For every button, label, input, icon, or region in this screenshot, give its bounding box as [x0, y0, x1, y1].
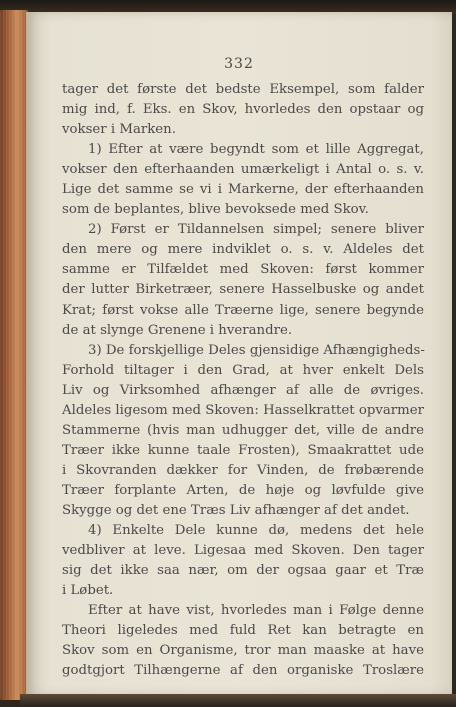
- text-line: Liv og Virksomhed afhænger af alle de øvriges.: [62, 382, 424, 398]
- text-line: Krat; først vokse alle Træerne lige, senere begynde: [62, 302, 424, 318]
- text-line: godtgjort Tilhængerne af den organiske Troslære: [62, 663, 424, 679]
- text-line: vedbliver at leve. Ligesaa med Skoven. Den tager: [62, 543, 424, 559]
- text-line: i Løbet.: [62, 583, 114, 599]
- text-line: vokser i Marken.: [62, 122, 176, 138]
- text-line: 4) Enkelte Dele kunne dø, medens det hele: [88, 523, 424, 539]
- text-line: Skov som en Organisme, tror man maaske at have: [62, 643, 424, 659]
- page-text: [62, 80, 424, 681]
- text-line: de at slynge Grenene i hverandre.: [62, 322, 293, 338]
- text-line: sig det ikke saa nær, om der ogsaa gaar et Træ: [62, 563, 424, 579]
- text-line: 1) Efter at være begyndt som et lille Aggregat,: [88, 142, 424, 158]
- page-edge-lines: [0, 10, 28, 700]
- text-line: mig ind, f. Eks. en Skov, hvorledes den opstaar og: [62, 102, 424, 118]
- text-line: Træer ikke kunne taale Frosten), Smaakrattet ude: [62, 442, 424, 458]
- text-line: Skygge og det ene Træs Liv afhænger af det andet.: [62, 502, 410, 518]
- text-line: den mere og mere indviklet o. s. v. Aldeles det: [62, 242, 424, 258]
- text-line: Aldeles ligesom med Skoven: Hasselkrattet opvarmer: [62, 402, 424, 418]
- text-line: Stammerne (hvis man udhugger det, ville de andre: [62, 422, 424, 438]
- text-line: som de beplantes, blive bevoksede med Skov.: [62, 202, 369, 218]
- text-line: samme er Tilfældet med Skoven: først kommer: [62, 262, 424, 278]
- page-number: 332: [224, 56, 254, 72]
- text-line: Forhold tiltager i den Grad, at hver enkelt Dels: [62, 362, 424, 378]
- text-line: vokser den efterhaanden umærkeligt i Antal o. s. v.: [62, 162, 424, 178]
- book-page-edges: [0, 10, 28, 700]
- text-line: Efter at have vist, hvorledes man i Følge denne: [88, 603, 424, 619]
- text-line: 3) De forskjellige Deles gjensidige Afhængigheds-: [88, 342, 425, 358]
- text-line: Theori ligeledes med fuld Ret kan betragte en: [62, 623, 424, 639]
- text-line: der lutter Birketræer, senere Hasselbuske og andet: [62, 282, 424, 298]
- background-bottom: [20, 694, 456, 707]
- text-line: tager det første det bedste Eksempel, som falder: [62, 82, 424, 97]
- text-line: 2) Først er Tildannelsen simpel; senere bliver: [88, 222, 424, 238]
- text-line: i Skovranden dækker for Vinden, de frøbærende: [62, 462, 424, 478]
- text-line: Træer forplante Arten, de høje og løvfulde give: [62, 482, 424, 498]
- text-line: Lige det samme se vi i Markerne, der efterhaanden: [62, 182, 424, 198]
